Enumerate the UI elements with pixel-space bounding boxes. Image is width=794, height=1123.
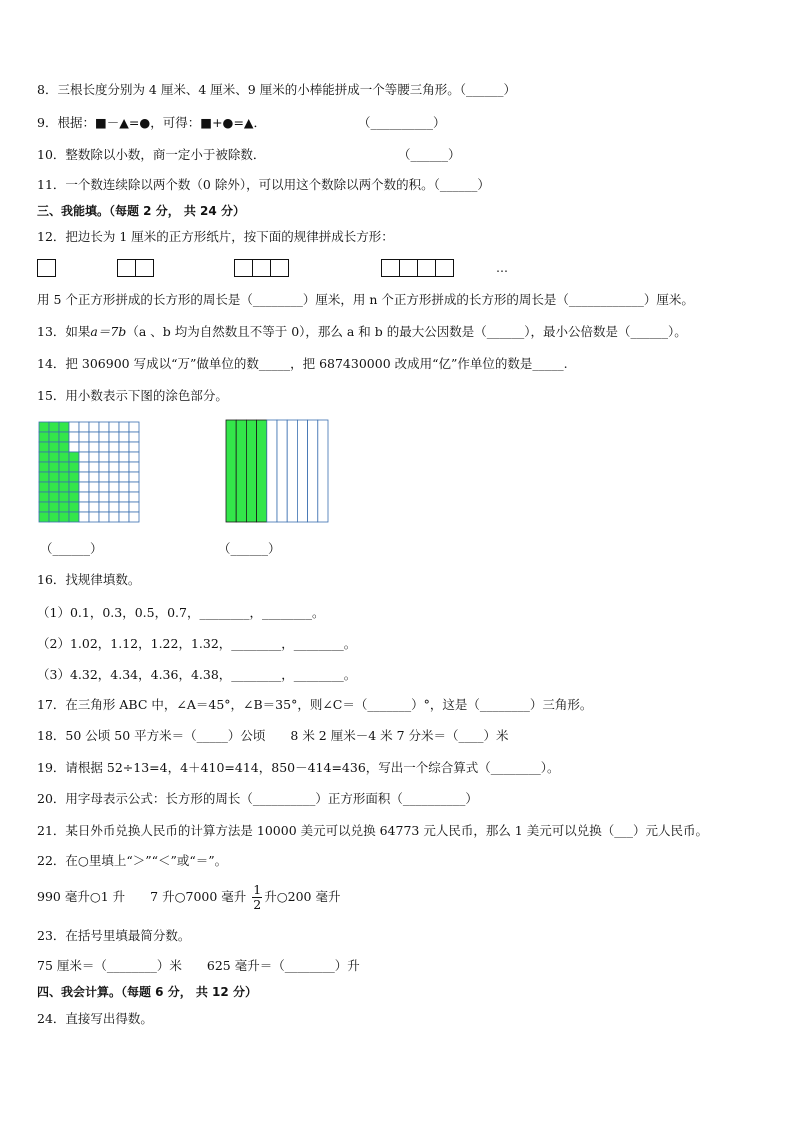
shaded-cell <box>59 422 69 432</box>
shaded-cell <box>49 502 59 512</box>
grid-cell <box>119 502 129 512</box>
shaded-cell <box>69 452 79 462</box>
shaded-cell <box>39 502 49 512</box>
grid-cell <box>119 472 129 482</box>
grid-cell <box>119 452 129 462</box>
grid-cell <box>109 432 119 442</box>
shaded-cell <box>49 512 59 522</box>
grid-cell <box>79 502 89 512</box>
shaded-cell <box>69 472 79 482</box>
strip <box>267 420 277 522</box>
grid-cell <box>69 432 79 442</box>
question-12: 12．把边长为 1 厘米的正方形纸片，按下面的规律拼成长方形： <box>37 229 394 244</box>
grid-cell <box>129 452 139 462</box>
question-15: 15．用小数表示下图的涂色部分。 <box>37 388 228 403</box>
grid-cell <box>99 432 109 442</box>
question-13-equation: a＝7b <box>90 324 127 339</box>
grid-cell <box>79 452 89 462</box>
shaded-cell <box>49 482 59 492</box>
grid-cell <box>119 512 129 522</box>
grid-cell <box>109 422 119 432</box>
question-10: 10．整数除以小数，商一定小于被除数． <box>37 147 266 162</box>
grid-cell <box>109 482 119 492</box>
question-13-prefix: 13．如果 <box>37 324 91 339</box>
shaded-cell <box>59 492 69 502</box>
grid-cell <box>109 472 119 482</box>
grid-cell <box>69 422 79 432</box>
shaded-cell <box>39 442 49 452</box>
shaded-cell <box>59 512 69 522</box>
question-13-rest: （a 、b 均为自然数且不等于 0），那么 a 和 b 的最大公因数是（______），最小公倍数是（______）。 <box>126 324 687 339</box>
grid-cell <box>119 432 129 442</box>
shaded-strip <box>236 420 246 522</box>
question-10-answer-blank[interactable]: （______） <box>398 147 461 162</box>
grid-cell <box>99 512 109 522</box>
shaded-cell <box>39 512 49 522</box>
shaded-cell <box>49 462 59 472</box>
shaded-cell <box>39 462 49 472</box>
fraction-one-half: $\frac{1}{2}$ <box>253 882 262 912</box>
grid-cell <box>129 432 139 442</box>
grid-cell <box>119 462 129 472</box>
question-13 <box>37 324 687 340</box>
grid-cell <box>89 472 99 482</box>
question-8: 8．三根长度分别为 4 厘米、4 厘米、9 厘米的小棒能拼成一个等腰三角形。（______） <box>37 82 516 97</box>
grid-cell <box>79 482 89 492</box>
grid-cell <box>129 462 139 472</box>
question-16-part-2: （2）1.02，1.12，1.22，1.32，________，________。 <box>37 636 357 651</box>
grid-cell <box>109 452 119 462</box>
question-17: 17．在三角形 ABC 中，∠A＝45°，∠B＝35°，则∠C＝（_______）°，这是（________）三角形。 <box>37 697 593 712</box>
grid-cell <box>99 462 109 472</box>
grid-cell <box>79 422 89 432</box>
grid-cell <box>109 442 119 452</box>
grid-cell <box>89 422 99 432</box>
tenths-strip-figure <box>225 419 330 523</box>
pattern-2-squares <box>117 259 154 277</box>
shaded-cell <box>69 502 79 512</box>
shaded-cell <box>39 472 49 482</box>
grid-cell <box>129 472 139 482</box>
shaded-cell <box>69 512 79 522</box>
question-18: 18．50 公顷 50 平方米＝（_____）公顷 8 米 2 厘米－4 米 7 分米＝（____）米 <box>37 728 509 743</box>
question-22-items-a: 990 毫升○1 升 7 升○7000 毫升 <box>37 889 247 904</box>
grid-cell <box>89 452 99 462</box>
grid-cell <box>79 492 89 502</box>
pattern-4-squares <box>381 259 454 277</box>
grid-cell <box>109 492 119 502</box>
grid-cell <box>129 512 139 522</box>
question-14: 14．把 306900 写成以“万”做单位的数_____，把 687430000 改成用“亿”作单位的数是_____. <box>37 356 568 371</box>
question-16-part-1: （1）0.1，0.3，0.5，0.7，________，________。 <box>37 605 325 620</box>
shaded-cell <box>69 462 79 472</box>
grid-cell <box>69 442 79 452</box>
pattern-1-square <box>37 259 56 277</box>
shaded-cell <box>39 432 49 442</box>
grid-cell <box>99 422 109 432</box>
strip <box>277 420 287 522</box>
grid-cell <box>119 482 129 492</box>
grid-cell <box>109 462 119 472</box>
grid-cell <box>79 472 89 482</box>
grid-cell <box>129 482 139 492</box>
grid-cell <box>99 442 109 452</box>
question-22-items-b: 升○200 毫升 <box>264 889 341 904</box>
section-3-heading: 三、我能填。（每题 2 分， 共 24 分） <box>37 204 245 218</box>
question-16: 16．找规律填数。 <box>37 572 141 587</box>
section-4-heading: 四、我会计算。（每题 6 分， 共 12 分） <box>37 985 257 999</box>
grid-cell <box>129 422 139 432</box>
question-11: 11．一个数连续除以两个数（0 除外），可以用这个数除以两个数的积。（______） <box>37 177 490 192</box>
grid-cell <box>79 442 89 452</box>
grid-cell <box>119 492 129 502</box>
grid-cell <box>89 492 99 502</box>
question-22-items <box>37 882 340 912</box>
shaded-cell <box>39 482 49 492</box>
shaded-cell <box>49 432 59 442</box>
question-15-answer-1[interactable]: （______） <box>40 541 103 556</box>
question-22: 22．在○里填上“＞”“＜”或“＝”。 <box>37 853 228 868</box>
shaded-cell <box>39 422 49 432</box>
grid-cell <box>89 442 99 452</box>
shaded-cell <box>59 432 69 442</box>
shaded-cell <box>39 492 49 502</box>
grid-cell <box>99 482 109 492</box>
shaded-cell <box>59 442 69 452</box>
grid-cell <box>89 432 99 442</box>
grid-cell <box>129 442 139 452</box>
shaded-strip <box>226 420 236 522</box>
question-9-answer-blank[interactable]: （__________） <box>358 115 446 130</box>
question-23-items: 75 厘米＝（________）米 625 毫升＝（________）升 <box>37 958 360 973</box>
grid-cell <box>99 492 109 502</box>
grid-cell <box>109 502 119 512</box>
grid-cell <box>99 452 109 462</box>
grid-cell <box>99 502 109 512</box>
grid-cell <box>119 422 129 432</box>
grid-cell <box>89 512 99 522</box>
grid-cell <box>89 482 99 492</box>
shaded-cell <box>49 452 59 462</box>
strip <box>297 420 307 522</box>
strip <box>308 420 318 522</box>
shaded-cell <box>39 452 49 462</box>
shaded-strip <box>246 420 256 522</box>
shaded-cell <box>49 472 59 482</box>
question-19: 19．请根据 52÷13=4，4＋410=414，850－414=436，写出一个综合算式（________）。 <box>37 760 560 775</box>
shaded-cell <box>69 492 79 502</box>
question-15-answer-2[interactable]: （______） <box>218 541 281 556</box>
shaded-cell <box>59 482 69 492</box>
grid-cell <box>109 512 119 522</box>
shaded-cell <box>49 442 59 452</box>
question-9: 9．根据：■－▲=●，可得：■+●=▲． <box>37 115 267 130</box>
shaded-cell <box>59 462 69 472</box>
shaded-cell <box>59 452 69 462</box>
grid-cell <box>119 442 129 452</box>
strip <box>287 420 297 522</box>
grid-cell <box>79 432 89 442</box>
grid-cell <box>79 512 89 522</box>
question-12-fill: 用 5 个正方形拼成的长方形的周长是（________）厘米，用 n 个正方形拼成的长方形的周长是（____________）厘米。 <box>37 292 694 307</box>
question-20: 20．用字母表示公式：长方形的周长（__________）正方形面积（__________） <box>37 791 478 806</box>
grid-cell <box>129 502 139 512</box>
pattern-ellipsis: … <box>496 261 508 275</box>
shaded-cell <box>69 482 79 492</box>
hundred-grid-figure <box>38 421 140 523</box>
question-24: 24．直接写出得数。 <box>37 1011 153 1026</box>
question-16-part-3: （3）4.32，4.34，4.36，4.38，________，________。 <box>37 667 357 682</box>
shaded-cell <box>49 492 59 502</box>
shaded-cell <box>49 422 59 432</box>
shaded-strip <box>257 420 267 522</box>
strip <box>318 420 328 522</box>
grid-cell <box>89 462 99 472</box>
question-21: 21．某日外币兑换人民币的计算方法是 10000 美元可以兑换 64773 元人民币，那么 1 美元可以兑换（___）元人民币。 <box>37 823 708 838</box>
shaded-cell <box>59 472 69 482</box>
question-23: 23．在括号里填最简分数。 <box>37 928 191 943</box>
grid-cell <box>79 462 89 472</box>
grid-cell <box>99 472 109 482</box>
grid-cell <box>89 502 99 512</box>
grid-cell <box>129 492 139 502</box>
shaded-cell <box>59 502 69 512</box>
pattern-3-squares <box>234 259 289 277</box>
